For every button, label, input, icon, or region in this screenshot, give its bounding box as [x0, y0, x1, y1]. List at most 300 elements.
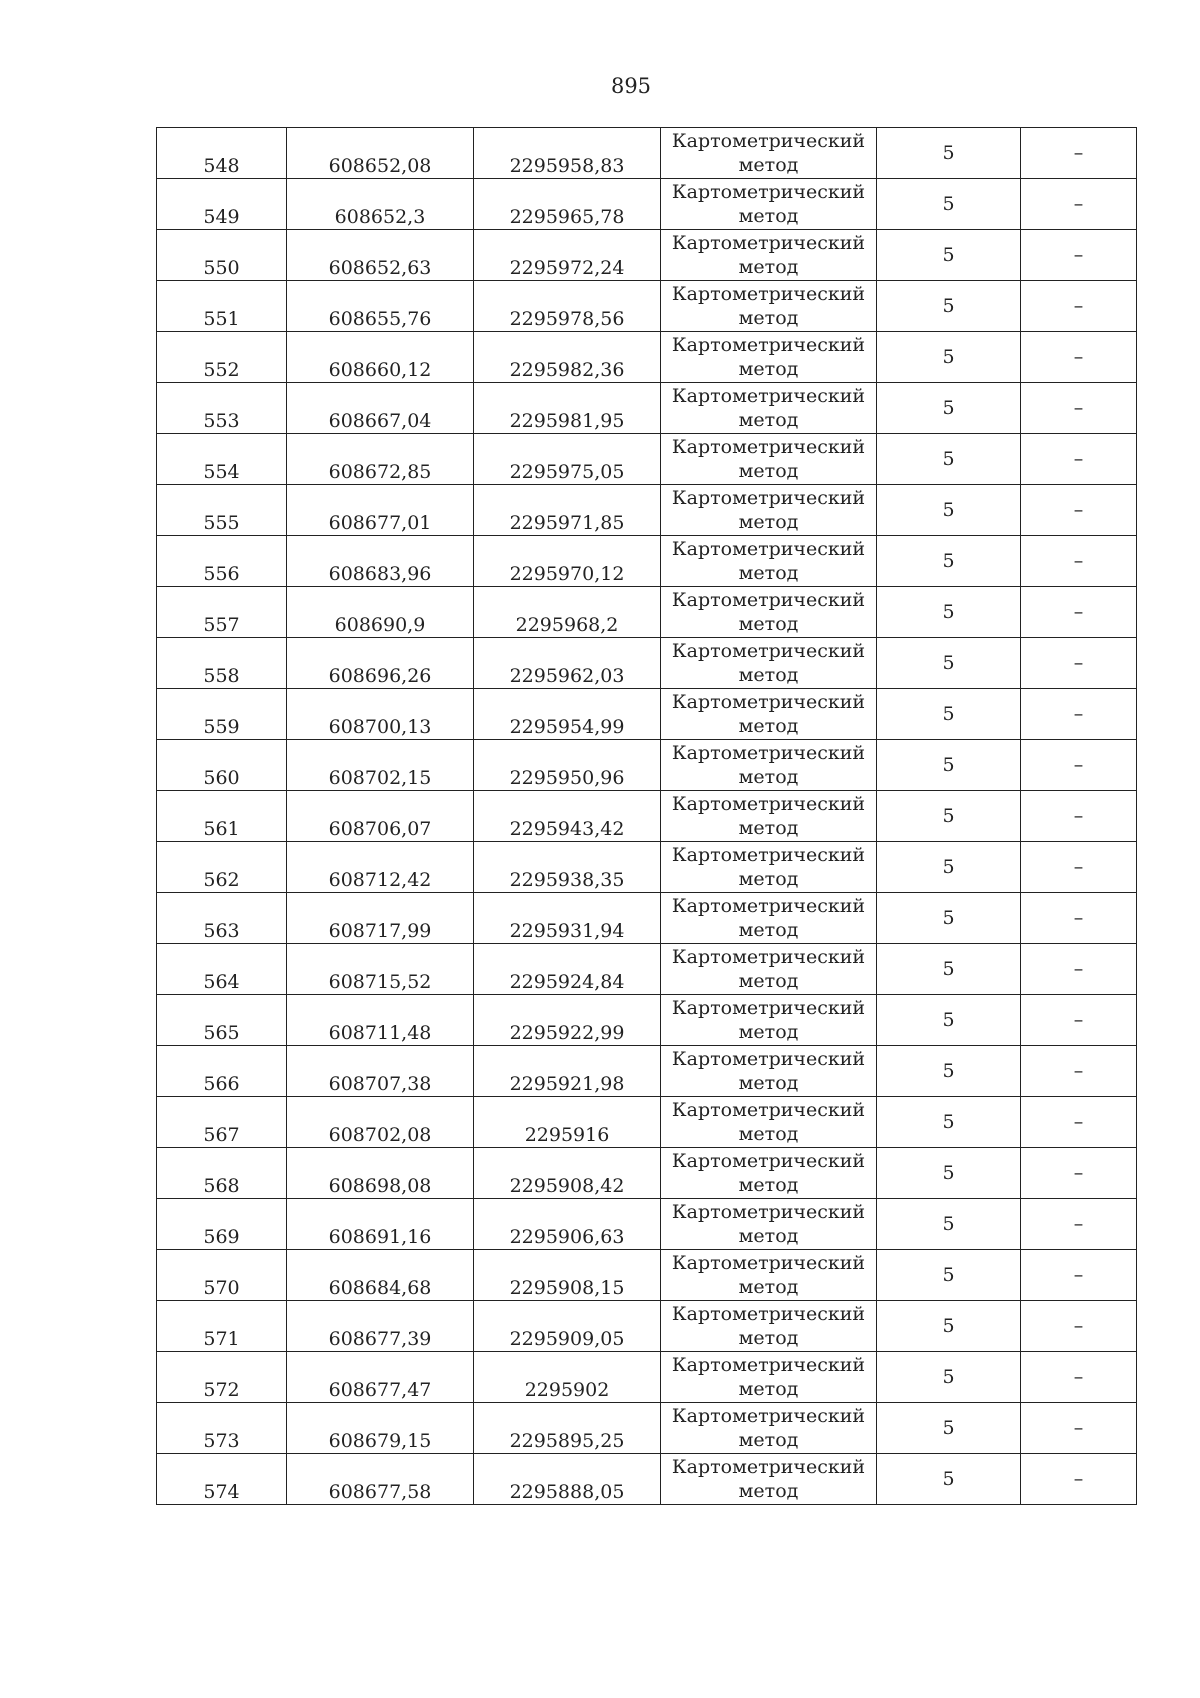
note-cell	[1021, 434, 1137, 485]
method-line-2: метод	[738, 256, 799, 278]
note-value: –	[1073, 1468, 1084, 1490]
note-cell	[1021, 893, 1137, 944]
method-line-2: метод	[738, 154, 799, 176]
accuracy-value: 5	[942, 1060, 955, 1082]
method-cell	[661, 1250, 877, 1301]
table-row	[157, 995, 1137, 1046]
note-cell	[1021, 230, 1137, 281]
accuracy-value: 5	[942, 1264, 955, 1286]
method-line-2: метод	[738, 1021, 799, 1043]
note-cell	[1021, 383, 1137, 434]
accuracy-cell	[877, 230, 1021, 281]
table-row	[157, 1199, 1137, 1250]
method-line-1: Картометрический	[671, 946, 866, 968]
accuracy-cell	[877, 944, 1021, 995]
note-cell	[1021, 791, 1137, 842]
x-coordinate-cell	[287, 1148, 474, 1199]
accuracy-value: 5	[942, 601, 955, 623]
x-coordinate: 608655,76	[328, 308, 432, 330]
accuracy-value: 5	[942, 397, 955, 419]
y-coordinate-cell	[474, 1199, 661, 1250]
point-number: 564	[203, 971, 240, 993]
accuracy-value: 5	[942, 1162, 955, 1184]
x-coordinate: 608677,39	[328, 1328, 432, 1350]
method-cell	[661, 791, 877, 842]
point-number-cell	[157, 485, 287, 536]
note-cell	[1021, 1148, 1137, 1199]
y-coordinate-cell	[474, 689, 661, 740]
note-cell	[1021, 281, 1137, 332]
x-coordinate: 608700,13	[328, 716, 432, 738]
method-line-1: Картометрический	[671, 1048, 866, 1070]
y-coordinate: 2295958,83	[509, 155, 625, 177]
point-number: 560	[203, 767, 240, 789]
point-number-cell	[157, 1301, 287, 1352]
y-coordinate-cell	[474, 281, 661, 332]
point-number-cell	[157, 1046, 287, 1097]
x-coordinate: 608683,96	[328, 563, 432, 585]
point-number: 571	[203, 1328, 240, 1350]
note-value: –	[1073, 754, 1084, 776]
method-line-1: Картометрический	[671, 742, 866, 764]
accuracy-cell	[877, 1352, 1021, 1403]
accuracy-cell	[877, 587, 1021, 638]
page-number: 895	[610, 74, 652, 98]
note-cell	[1021, 995, 1137, 1046]
method-line-2: метод	[738, 1276, 799, 1298]
method-cell	[661, 740, 877, 791]
table-row	[157, 1148, 1137, 1199]
method-line-2: метод	[738, 409, 799, 431]
table-row	[157, 740, 1137, 791]
note-value: –	[1073, 1213, 1084, 1235]
method-line-2: метод	[738, 1123, 799, 1145]
y-coordinate-cell	[474, 383, 661, 434]
accuracy-value: 5	[942, 1213, 955, 1235]
accuracy-value: 5	[942, 754, 955, 776]
note-value: –	[1073, 295, 1084, 317]
y-coordinate: 2295978,56	[509, 308, 625, 330]
note-value: –	[1073, 346, 1084, 368]
point-number-cell	[157, 944, 287, 995]
point-number: 559	[203, 716, 240, 738]
method-cell	[661, 1403, 877, 1454]
method-line-2: метод	[738, 1378, 799, 1400]
y-coordinate-cell	[474, 893, 661, 944]
y-coordinate-cell	[474, 230, 661, 281]
accuracy-value: 5	[942, 550, 955, 572]
method-line-1: Картометрический	[671, 844, 866, 866]
point-number-cell	[157, 128, 287, 179]
method-line-2: метод	[738, 1072, 799, 1094]
point-number-cell	[157, 434, 287, 485]
point-number: 558	[203, 665, 240, 687]
point-number: 566	[203, 1073, 240, 1095]
note-cell	[1021, 689, 1137, 740]
method-line-1: Картометрический	[671, 1456, 866, 1478]
y-coordinate: 2295895,25	[509, 1430, 625, 1452]
method-line-2: метод	[738, 307, 799, 329]
note-value: –	[1073, 958, 1084, 980]
note-value: –	[1073, 193, 1084, 215]
note-cell	[1021, 536, 1137, 587]
note-value: –	[1073, 448, 1084, 470]
method-line-2: метод	[738, 817, 799, 839]
y-coordinate: 2295975,05	[509, 461, 625, 483]
note-cell	[1021, 1301, 1137, 1352]
y-coordinate: 2295908,42	[509, 1175, 625, 1197]
note-value: –	[1073, 907, 1084, 929]
x-coordinate: 608712,42	[328, 869, 432, 891]
accuracy-cell	[877, 689, 1021, 740]
point-number: 551	[203, 308, 240, 330]
y-coordinate-cell	[474, 1301, 661, 1352]
y-coordinate: 2295962,03	[509, 665, 625, 687]
x-coordinate-cell	[287, 1454, 474, 1505]
method-line-1: Картометрический	[671, 334, 866, 356]
accuracy-cell	[877, 740, 1021, 791]
x-coordinate-cell	[287, 1046, 474, 1097]
point-number: 565	[203, 1022, 240, 1044]
x-coordinate: 608715,52	[328, 971, 432, 993]
point-number: 570	[203, 1277, 240, 1299]
y-coordinate: 2295943,42	[509, 818, 625, 840]
note-value: –	[1073, 1417, 1084, 1439]
y-coordinate-cell	[474, 740, 661, 791]
note-value: –	[1073, 652, 1084, 674]
point-number: 553	[203, 410, 240, 432]
accuracy-value: 5	[942, 1315, 955, 1337]
y-coordinate: 2295965,78	[509, 206, 625, 228]
method-cell	[661, 638, 877, 689]
table-row	[157, 485, 1137, 536]
x-coordinate-cell	[287, 689, 474, 740]
point-number: 556	[203, 563, 240, 585]
method-line-2: метод	[738, 715, 799, 737]
method-line-2: метод	[738, 1327, 799, 1349]
point-number-cell	[157, 1454, 287, 1505]
method-cell	[661, 587, 877, 638]
y-coordinate-cell	[474, 1046, 661, 1097]
x-coordinate-cell	[287, 332, 474, 383]
method-line-2: метод	[738, 1225, 799, 1247]
point-number: 569	[203, 1226, 240, 1248]
table-row	[157, 281, 1137, 332]
method-cell	[661, 1097, 877, 1148]
method-cell	[661, 332, 877, 383]
point-number: 573	[203, 1430, 240, 1452]
point-number-cell	[157, 689, 287, 740]
note-value: –	[1073, 397, 1084, 419]
method-line-1: Картометрический	[671, 1099, 866, 1121]
method-line-2: метод	[738, 766, 799, 788]
y-coordinate: 2295909,05	[509, 1328, 625, 1350]
method-line-1: Картометрический	[671, 1252, 866, 1274]
point-number: 572	[203, 1379, 240, 1401]
note-value: –	[1073, 142, 1084, 164]
note-value: –	[1073, 1009, 1084, 1031]
y-coordinate-cell	[474, 485, 661, 536]
table-row	[157, 230, 1137, 281]
method-cell	[661, 1301, 877, 1352]
note-value: –	[1073, 601, 1084, 623]
method-line-1: Картометрический	[671, 487, 866, 509]
x-coordinate: 608677,47	[328, 1379, 432, 1401]
accuracy-cell	[877, 893, 1021, 944]
y-coordinate: 2295954,99	[509, 716, 625, 738]
point-number-cell	[157, 842, 287, 893]
method-line-1: Картометрический	[671, 1303, 866, 1325]
x-coordinate: 608660,12	[328, 359, 432, 381]
y-coordinate: 2295968,2	[515, 614, 619, 636]
x-coordinate-cell	[287, 740, 474, 791]
x-coordinate: 608702,15	[328, 767, 432, 789]
note-cell	[1021, 1454, 1137, 1505]
point-number-cell	[157, 179, 287, 230]
method-line-1: Картометрический	[671, 997, 866, 1019]
accuracy-cell	[877, 383, 1021, 434]
accuracy-value: 5	[942, 346, 955, 368]
table-row	[157, 1097, 1137, 1148]
x-coordinate-cell	[287, 434, 474, 485]
method-cell	[661, 536, 877, 587]
table-row	[157, 383, 1137, 434]
method-cell	[661, 893, 877, 944]
method-cell	[661, 944, 877, 995]
accuracy-value: 5	[942, 805, 955, 827]
accuracy-cell	[877, 1097, 1021, 1148]
point-number: 567	[203, 1124, 240, 1146]
x-coordinate: 608707,38	[328, 1073, 432, 1095]
method-line-1: Картометрический	[671, 385, 866, 407]
accuracy-value: 5	[942, 1468, 955, 1490]
point-number-cell	[157, 332, 287, 383]
note-cell	[1021, 1250, 1137, 1301]
accuracy-cell	[877, 281, 1021, 332]
method-line-2: метод	[738, 664, 799, 686]
method-cell	[661, 1352, 877, 1403]
accuracy-value: 5	[942, 244, 955, 266]
table-row	[157, 791, 1137, 842]
y-coordinate-cell	[474, 1403, 661, 1454]
x-coordinate: 608706,07	[328, 818, 432, 840]
method-cell	[661, 179, 877, 230]
y-coordinate: 2295931,94	[509, 920, 625, 942]
accuracy-cell	[877, 1403, 1021, 1454]
x-coordinate-cell	[287, 230, 474, 281]
note-value: –	[1073, 1060, 1084, 1082]
point-number: 574	[203, 1481, 240, 1503]
y-coordinate: 2295938,35	[509, 869, 625, 891]
x-coordinate-cell	[287, 1352, 474, 1403]
y-coordinate-cell	[474, 1250, 661, 1301]
y-coordinate: 2295888,05	[509, 1481, 625, 1503]
note-cell	[1021, 128, 1137, 179]
x-coordinate: 608696,26	[328, 665, 432, 687]
accuracy-cell	[877, 1199, 1021, 1250]
note-cell	[1021, 1403, 1137, 1454]
note-cell	[1021, 1097, 1137, 1148]
method-line-1: Картометрический	[671, 589, 866, 611]
point-number-cell	[157, 281, 287, 332]
note-value: –	[1073, 1366, 1084, 1388]
table-row	[157, 587, 1137, 638]
y-coordinate-cell	[474, 536, 661, 587]
x-coordinate-cell	[287, 893, 474, 944]
point-number: 568	[203, 1175, 240, 1197]
point-number: 562	[203, 869, 240, 891]
y-coordinate: 2295982,36	[509, 359, 625, 381]
method-line-1: Картометрический	[671, 538, 866, 560]
x-coordinate-cell	[287, 842, 474, 893]
y-coordinate-cell	[474, 995, 661, 1046]
accuracy-value: 5	[942, 652, 955, 674]
point-number-cell	[157, 536, 287, 587]
method-line-2: метод	[738, 205, 799, 227]
x-coordinate: 608672,85	[328, 461, 432, 483]
method-cell	[661, 689, 877, 740]
y-coordinate-cell	[474, 1097, 661, 1148]
method-cell	[661, 1046, 877, 1097]
method-line-2: метод	[738, 460, 799, 482]
x-coordinate: 608652,08	[328, 155, 432, 177]
y-coordinate: 2295906,63	[509, 1226, 625, 1248]
note-value: –	[1073, 1315, 1084, 1337]
point-number-cell	[157, 638, 287, 689]
accuracy-cell	[877, 434, 1021, 485]
x-coordinate-cell	[287, 1097, 474, 1148]
x-coordinate-cell	[287, 1403, 474, 1454]
y-coordinate: 2295970,12	[509, 563, 625, 585]
note-value: –	[1073, 1264, 1084, 1286]
table-row	[157, 1046, 1137, 1097]
method-line-2: метод	[738, 1429, 799, 1451]
y-coordinate-cell	[474, 587, 661, 638]
method-line-1: Картометрический	[671, 691, 866, 713]
y-coordinate: 2295916	[524, 1124, 610, 1146]
table-row	[157, 434, 1137, 485]
y-coordinate: 2295908,15	[509, 1277, 625, 1299]
x-coordinate-cell	[287, 638, 474, 689]
x-coordinate-cell	[287, 281, 474, 332]
point-number-cell	[157, 791, 287, 842]
y-coordinate-cell	[474, 1352, 661, 1403]
point-number: 550	[203, 257, 240, 279]
coordinates-table-body	[157, 128, 1137, 1505]
point-number-cell	[157, 587, 287, 638]
accuracy-cell	[877, 536, 1021, 587]
method-line-1: Картометрический	[671, 232, 866, 254]
y-coordinate-cell	[474, 944, 661, 995]
note-cell	[1021, 638, 1137, 689]
accuracy-value: 5	[942, 193, 955, 215]
method-line-1: Картометрический	[671, 793, 866, 815]
table-row	[157, 536, 1137, 587]
method-line-2: метод	[738, 358, 799, 380]
y-coordinate: 2295924,84	[509, 971, 625, 993]
table-row	[157, 1403, 1137, 1454]
x-coordinate: 608717,99	[328, 920, 432, 942]
x-coordinate: 608711,48	[328, 1022, 432, 1044]
accuracy-value: 5	[942, 907, 955, 929]
method-line-2: метод	[738, 868, 799, 890]
coordinates-table	[156, 127, 1137, 1505]
note-cell	[1021, 1352, 1137, 1403]
accuracy-value: 5	[942, 448, 955, 470]
point-number-cell	[157, 1097, 287, 1148]
point-number: 557	[203, 614, 240, 636]
note-value: –	[1073, 244, 1084, 266]
x-coordinate: 608677,01	[328, 512, 432, 534]
note-cell	[1021, 1199, 1137, 1250]
accuracy-value: 5	[942, 1417, 955, 1439]
table-row	[157, 893, 1137, 944]
accuracy-value: 5	[942, 703, 955, 725]
x-coordinate: 608698,08	[328, 1175, 432, 1197]
method-line-2: метод	[738, 919, 799, 941]
x-coordinate: 608684,68	[328, 1277, 432, 1299]
x-coordinate-cell	[287, 587, 474, 638]
point-number-cell	[157, 230, 287, 281]
note-cell	[1021, 587, 1137, 638]
point-number: 548	[203, 155, 240, 177]
point-number-cell	[157, 1250, 287, 1301]
point-number: 561	[203, 818, 240, 840]
point-number: 549	[203, 206, 240, 228]
method-line-1: Картометрический	[671, 1201, 866, 1223]
accuracy-value: 5	[942, 856, 955, 878]
accuracy-cell	[877, 1148, 1021, 1199]
x-coordinate-cell	[287, 995, 474, 1046]
accuracy-cell	[877, 332, 1021, 383]
y-coordinate-cell	[474, 128, 661, 179]
method-cell	[661, 842, 877, 893]
accuracy-cell	[877, 1301, 1021, 1352]
method-line-2: метод	[738, 1174, 799, 1196]
x-coordinate-cell	[287, 944, 474, 995]
note-cell	[1021, 944, 1137, 995]
method-line-1: Картометрический	[671, 283, 866, 305]
method-line-1: Картометрический	[671, 181, 866, 203]
point-number: 555	[203, 512, 240, 534]
method-line-2: метод	[738, 511, 799, 533]
accuracy-cell	[877, 995, 1021, 1046]
method-line-1: Картометрический	[671, 1354, 866, 1376]
note-value: –	[1073, 1162, 1084, 1184]
method-line-2: метод	[738, 562, 799, 584]
accuracy-cell	[877, 638, 1021, 689]
y-coordinate-cell	[474, 842, 661, 893]
x-coordinate-cell	[287, 179, 474, 230]
x-coordinate-cell	[287, 536, 474, 587]
note-value: –	[1073, 703, 1084, 725]
accuracy-cell	[877, 1454, 1021, 1505]
accuracy-value: 5	[942, 1009, 955, 1031]
point-number-cell	[157, 1403, 287, 1454]
method-cell	[661, 485, 877, 536]
x-coordinate: 608652,63	[328, 257, 432, 279]
accuracy-cell	[877, 179, 1021, 230]
y-coordinate-cell	[474, 638, 661, 689]
method-line-1: Картометрический	[671, 130, 866, 152]
table-row	[157, 638, 1137, 689]
point-number: 563	[203, 920, 240, 942]
method-cell	[661, 230, 877, 281]
y-coordinate-cell	[474, 1454, 661, 1505]
x-coordinate: 608652,3	[334, 206, 426, 228]
note-value: –	[1073, 856, 1084, 878]
x-coordinate: 608667,04	[328, 410, 432, 432]
